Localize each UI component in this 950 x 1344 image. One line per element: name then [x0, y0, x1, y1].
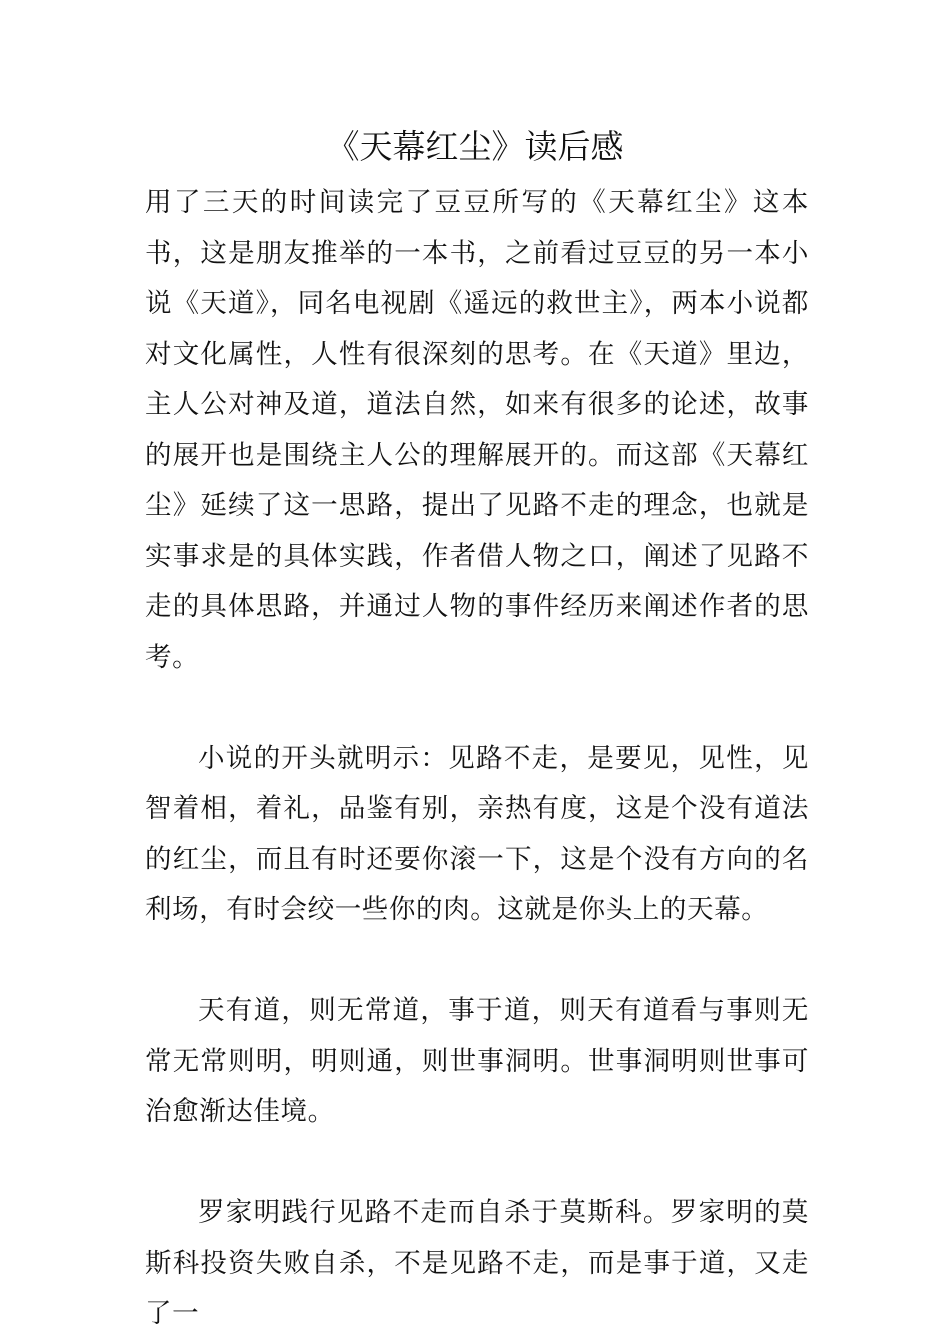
document-body [145, 178, 809, 1340]
document-title: 《天幕红尘》读后感 [326, 127, 624, 166]
paragraph-1: 用了三天的时间读完了豆豆所写的《天幕红尘》这本书，这是朋友推举的一本书，之前看过豆豆的另一本小说《天道》，同名电视剧《遥远的救世主》，两本小说都对文化属性，人性有很深刻的思考。在《天道》里边，主人公对神及道，道法自然，如来有很多的论述，故事的展开也是围绕主人公的理解展开的。而这部《天幕红尘》延续了这一思路，提出了见路不走的理念，也就是实事求是的具体实践，作者借人物之口，阐述了见路不走的具体思路，并通过人物的事件经历来阐述作者的思考。 [145, 187, 809, 673]
paragraph-3: 天有道，则无常道，事于道，则天有道看与事则无常无常则明，明则通，则世事洞明。世事洞明则世事可治愈渐达佳境。 [145, 995, 809, 1127]
paragraph-2: 小说的开头就明示：见路不走，是要见，见性，见智着相，着礼，品鉴有别，亲热有度，这是个没有道法的红尘，而且有时还要你滚一下，这是个没有方向的名利场，有时会绞一些你的肉。这就是你头上的天幕。 [145, 742, 809, 925]
paragraph-4: 罗家明践行见路不走而自杀于莫斯科。罗家明的莫斯科投资失败自杀，不是见路不走，而是事于道，又走了一 [145, 1197, 809, 1329]
